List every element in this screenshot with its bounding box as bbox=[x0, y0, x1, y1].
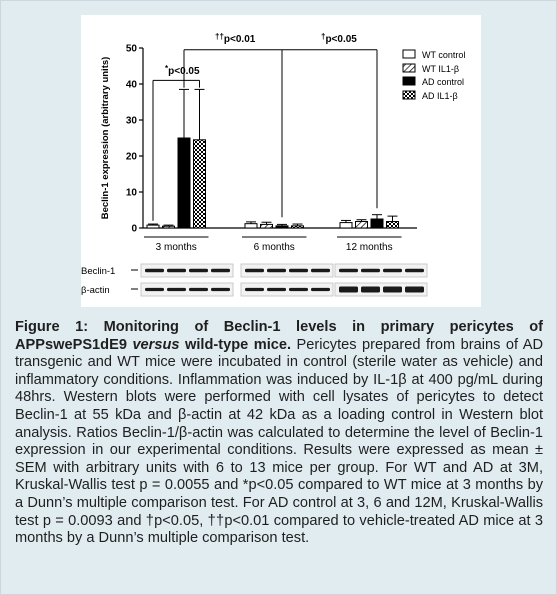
blot-band bbox=[267, 269, 286, 273]
significance-label-1-mark: * bbox=[165, 64, 169, 73]
blot-band bbox=[245, 269, 264, 273]
x-category-label: 3 months bbox=[155, 242, 197, 253]
y-tick-label: 40 bbox=[125, 79, 137, 91]
blot-band bbox=[167, 288, 186, 291]
blot-band bbox=[383, 287, 402, 293]
significance-label-1 bbox=[165, 64, 200, 77]
blot-band bbox=[211, 269, 230, 273]
y-tick-label: 20 bbox=[125, 151, 137, 163]
blot-band bbox=[211, 288, 230, 291]
y-tick-label: 10 bbox=[125, 187, 137, 199]
legend-swatch bbox=[403, 91, 415, 99]
bar bbox=[356, 222, 368, 228]
bar bbox=[261, 224, 273, 228]
bar bbox=[340, 223, 352, 228]
legend-swatch bbox=[403, 64, 415, 72]
blot-band bbox=[311, 288, 330, 291]
blot-band bbox=[145, 288, 164, 291]
bar bbox=[147, 225, 159, 228]
blot-band bbox=[189, 288, 208, 291]
x-category-label: 12 months bbox=[345, 242, 393, 253]
blot-label: Beclin-1 bbox=[81, 266, 116, 277]
blot-band bbox=[361, 269, 380, 273]
figure-panel bbox=[81, 15, 481, 307]
bar bbox=[292, 226, 304, 228]
y-tick-label: 0 bbox=[131, 223, 137, 235]
blot-label: β-actin bbox=[81, 285, 110, 296]
significance-label-1-text: p<0.05 bbox=[168, 66, 200, 77]
caption-body: Pericytes prepared from brains of AD transgenic and WT mice were incubated in control (sterile water as vehicle) and inflammatory conditions. Inflammation was induced by IL-1β at 400 pg/mL during 48hrs. Western blots were performed with cell lysates of pericytes to detect Beclin-1 at 55 kDa and β-actin at 42 kDa as a loading control in Western blot analysis. Ratios Beclin-1/β-actin was calculated to determine the level of Beclin-1 expression in our experimental conditions. Results were expressed as mean ± SEM with arbitrary units with 6 to 13 mice per group. For WT and AD at 3M, Kruskal-Wallis test p = 0.0055 and *p<0.05 compared to WT mice at 3 months by a Dunn’s multiple comparison test. For AD control at 3, 6 and 12M, Kruskal-Wallis test p = 0.0093 and †p<0.05, ††p<0.01 compared to vehicle-treated AD mice at 3 months by a Dunn’s multiple comparison test. bbox=[15, 336, 543, 547]
legend-label: AD IL1-β bbox=[422, 91, 458, 101]
significance-label-3-text: p<0.05 bbox=[325, 34, 357, 45]
y-axis-title: Beclin-1 expression (arbitrary units) bbox=[100, 56, 111, 220]
blot-band bbox=[311, 269, 330, 273]
bar bbox=[387, 222, 399, 228]
y-tick-label: 30 bbox=[125, 115, 137, 127]
caption-title-prefix: Figure 1: Monitoring of Beclin-1 levels in primary pericytes of APPswePS1dE9 bbox=[15, 319, 543, 353]
bar bbox=[194, 140, 206, 228]
legend-label: AD control bbox=[422, 77, 465, 87]
legend-swatch bbox=[403, 50, 415, 58]
significance-label-2-mark: †† bbox=[215, 32, 224, 41]
blot-band bbox=[383, 269, 402, 273]
blot-band bbox=[167, 269, 186, 273]
blot-band bbox=[405, 287, 424, 293]
significance-label-2-text: p<0.01 bbox=[223, 34, 256, 45]
bar-chart bbox=[81, 15, 481, 307]
significance-label-3 bbox=[321, 32, 357, 45]
legend-swatch bbox=[403, 77, 415, 85]
caption-title-suffix: wild-type mice. bbox=[179, 336, 292, 353]
figure-caption bbox=[15, 319, 543, 548]
blot-band bbox=[289, 288, 308, 291]
blot-band bbox=[405, 269, 424, 273]
blot-band bbox=[339, 287, 358, 293]
bar bbox=[163, 226, 175, 228]
bar bbox=[276, 226, 288, 228]
blot-band bbox=[189, 269, 208, 273]
blot-band bbox=[267, 288, 286, 291]
blot-band bbox=[361, 287, 380, 293]
significance-label-3-mark: † bbox=[321, 32, 326, 41]
bar bbox=[178, 138, 190, 228]
caption-title-italic: versus bbox=[132, 336, 180, 353]
significance-label-2 bbox=[215, 32, 256, 45]
legend-label: WT IL1-β bbox=[422, 64, 460, 74]
blot-band bbox=[145, 269, 164, 273]
x-category-label: 6 months bbox=[253, 242, 295, 253]
blot-band bbox=[339, 269, 358, 273]
blot-band bbox=[245, 288, 264, 291]
bar bbox=[371, 219, 383, 228]
y-tick-label: 50 bbox=[125, 43, 137, 55]
bar bbox=[245, 224, 257, 228]
blot-band bbox=[289, 269, 308, 273]
legend-label: WT control bbox=[422, 50, 466, 60]
